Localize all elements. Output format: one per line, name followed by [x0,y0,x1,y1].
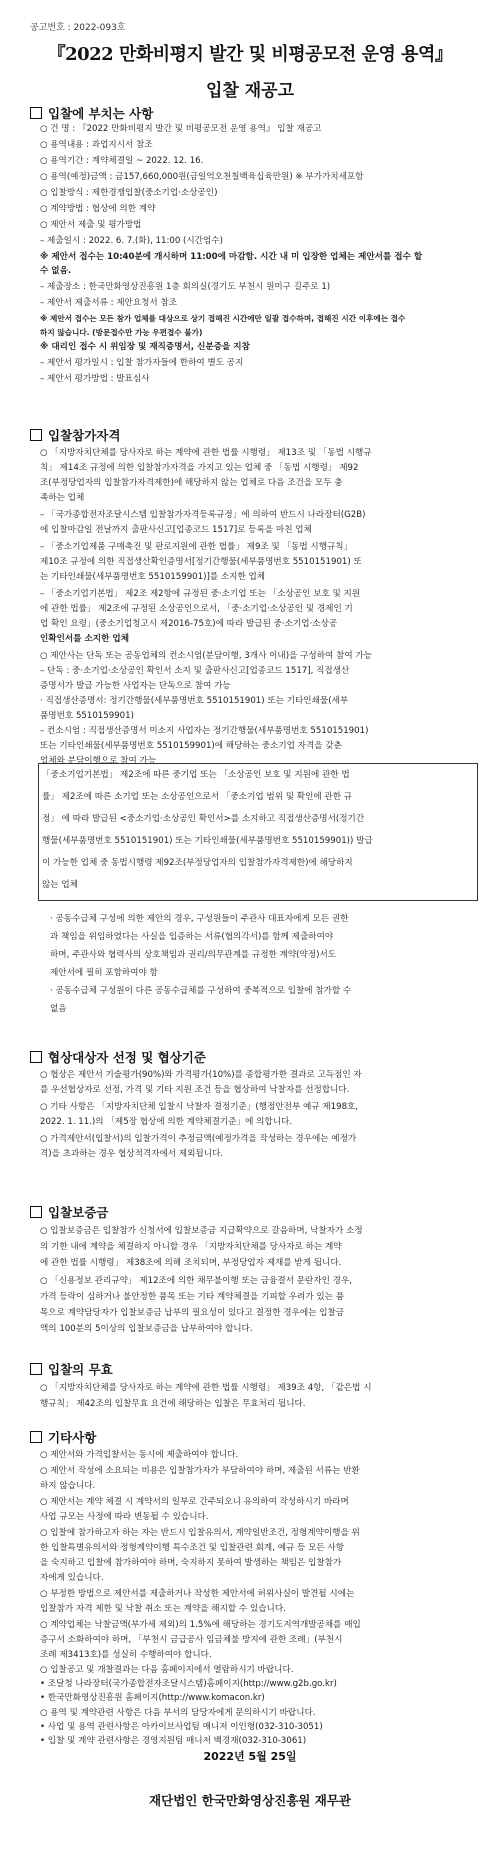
boxed-note-line: 않는 업체 [42,880,78,890]
section-line: – 제안서 평가방법 : 발표심사 [40,374,150,384]
section-line: ○ 건 명 : 『2022 만화비평지 발간 및 비평공모전 운영 용역』 입찰 재공고 [40,124,322,134]
section-line: 수 없음. [40,266,72,276]
section-line: ○ 제안서와 가격입찰서는 동시에 제출하여야 합니다. [40,1450,239,1460]
section-line: 에 관한 법률」 제2조에 규정된 소상공인으로서, 「중·소기업·소상공인 및 경제인 기 [40,604,353,614]
section-line: 액의 100분의 5이상의 입찰보증금을 납부하여야 합니다. [40,1324,253,1334]
section-line: 가격 등락이 심하거나 불안정한 품목 또는 기타 계약체결을 기피할 우려가 있는 품 [40,1292,345,1302]
section-line: ○ 입찰공고 및 개찰결과는 다음 홈페이지에서 열람하시기 바랍니다. [40,1665,294,1675]
eligibility-boxed-note [38,763,478,901]
section-line: 업체와 분담이행으로 참여 가능 [40,756,157,766]
boxed-note-line: 행물(세부품명번호 5510151901) 또는 기타인쇄물(세부품명번호 5510159901)) 발급 [42,836,373,846]
section-line: 을 숙지하고 입찰에 참가하여야 하며, 숙지하지 못하여 발생하는 책임은 입찰참가 [40,1558,342,1568]
section-eligibility-heading: 입찰참가자격 [30,426,120,444]
section-line: – 제안서 제출서류 : 제안요청서 참조 [40,298,178,308]
section-line: 족하는 업체 [40,493,85,503]
consortium-note-line: 과 책임을 위임하였다는 사실을 입증하는 서류(협의각서)를 함께 제출하여야 [50,932,334,942]
section-line: ○ 입찰보증금은 입찰참가 신청서에 입찰보증금 지급확약으로 갈음하며, 낙찰자가 소정 [40,1226,363,1236]
section-line: 업 확인 요령」(중소기업청고시 제2016-75호)에 따라 발급된 중·소기업·소상공 [40,619,338,629]
boxed-note-line: 이 가능한 업체 중 동법시행령 제92조(부정당업자의 입찰참가자격제한)에 해당하지 [42,858,353,868]
section-line: 목으로 계약담당자가 입찰보증금 납부의 필요성이 있다고 결정한 경우에는 입찰금 [40,1308,345,1318]
section-line: · 직접생산증명서: 정기간행물(세부품명번호 5510151901) 또는 기타인쇄물(세부 [40,696,349,706]
page-subtitle: 입찰 재공고 [205,81,295,101]
section-line: • 한국만화영상진흥원 홈페이지(http://www.komacon.kr) [40,1693,265,1703]
notice-number: 공고번호 : 2022-093호 [30,23,126,33]
section-line: 조(부정당업자의 입찰참가자격제한)에 해당하지 않는 업체로 다음 조건을 모두 충 [40,478,343,488]
section-line: 행규칙」 제42조의 입찰무효 요건에 해당하는 입찰은 무효처리 됩니다. [40,1399,306,1409]
section-line: ※ 제안서 접수는 10:40분에 개시하며 11:00에 마감함. 시간 내 미 입장한 업체는 제안서를 접수 할 [40,252,423,262]
section-line: ○ 용역내용 : 과업지시서 참조 [40,140,153,150]
section-line: ○ 「신용정보 관리규약」 제12조에 의한 채무불이행 또는 금융결서 문란자인 경우, [40,1276,352,1286]
section-line: 하지 않습니다. (방문접수만 가능 우편접수 불가) [40,328,203,337]
square-bullet-icon [30,1051,42,1063]
section-line: 입찰참가 자격 제한 및 낙찰 취소 또는 계약을 해지할 수 있습니다. [40,1604,286,1614]
section-line: ○ 입찰방식 : 제한경쟁입찰(중소기업·소상공인) [40,188,218,198]
section-line: ※ 제안서 접수는 모든 참가 업체를 대상으로 상기 접해진 시간에만 일괄 접수하며, 접해진 시간 이후에는 접수 [40,314,406,323]
section-line: – 단독 : 중·소기업·소상공인 확인서 소지 및 출판사신고[업종코드 1517], 직접생산 [40,666,350,676]
section-line: 는 기타인쇄물(세부품명번호 5510159901)]를 소지한 업체 [40,572,266,582]
consortium-note-line: 제안서에 필히 포함하여야 함 [50,968,158,978]
issuing-organization: 재단법인 한국만화영상진흥원 재무관 [149,1793,351,1808]
section-line: ○ 「지방자치단체를 당사자로 하는 계약에 관한 법률 시행령」 제39조 4항, 「같은법 시 [40,1383,372,1393]
square-bullet-icon [30,1431,42,1443]
section-line: 를 우선협상자로 선정, 가격 및 기타 지원 조건 등을 협상하여 낙찰자를 선정합니다. [40,1085,350,1095]
section-other-heading: 기타사항 [30,1428,96,1446]
section-line: ○ 제안사는 단독 또는 공동업체의 컨소시엄(분담이행, 3개사 이내)을 구성하여 참여 가능 [40,651,372,661]
section-line: – 제출일시 : 2022. 6. 7.(화), 11:00 (시간엄수) [40,236,223,246]
section-line: ○ 제안서 작성에 소요되는 비용은 입찰참가자가 부담하여야 하며, 제출된 서류는 반환 [40,1466,360,1476]
section-line: 제10조 규정에 의한 직접생산확인증명서[정기간행물(세부품명번호 5510151901) 또 [40,557,362,567]
announcement-date: 2022년 5월 25일 [203,1750,297,1763]
section-line: – 「중소기업기본법」 제2조 제2항에 규정된 중·소기업 또는 「소상공인 보호 및 지원 [40,589,361,599]
section-line: • 입찰 및 계약 관련사항은 경영지원팀 매니저 백경재(032-310-3061) [40,1736,307,1746]
section-line: 에 관한 법률 시행령」 제38조에 의해 조치되며, 부정당업자 제재를 받게 됩니다. [40,1258,342,1268]
section-line: 에 입찰마감일 전날까지 출판사신고[업종코드 1517]로 등록을 마친 업체 [40,525,312,535]
square-bullet-icon [30,429,42,441]
consortium-note-line: · 공동수급체 구성에 의한 제안의 경우, 구성원들이 주관사 대표자에게 모든 권한 [50,914,349,924]
boxed-note-line: 률」 제2조에 따른 소기업 또는 소상공인으로서 「중소기업 범위 및 확인에 관한 규 [42,792,353,802]
boxed-note-line: 「중소기업기본법」 제2조에 따른 중기업 또는 「소상공인 보호 및 지원에 관한 법 [42,770,350,780]
section-negotiation-heading: 협상대상자 선정 및 협상기준 [30,1048,206,1066]
section-line: ○ 계약방법 : 협상에 의한 계약 [40,204,156,214]
section-line: ○ 용역 및 계약관련 사항은 다음 부서의 담당자에게 문의하시기 바랍니다. [40,1708,316,1718]
section-line: – 「중소기업제품 구매촉진 및 판로지원에 관한 법률」 제9조 및 「동법 시행규칙」 [40,542,353,552]
section-line: 한 입찰특별유의서와 정형계약이행 특수조건 및 입찰관련 회계, 예규 등 모든 사항 [40,1543,345,1553]
section-line: ※ 대리인 접수 시 위임장 및 재직증명서, 신분증을 지참 [40,342,250,352]
section-line: – 제안서 평가일시 : 입찰 참가자들에 한하여 별도 공지 [40,358,244,368]
section-line: ○ 기타 사항은 「지방자치단체 입찰시 낙찰자 결정기준」(행정안전부 예규 제198호, [40,1102,359,1112]
section-line: 칙」 제14조 규정에 의한 입찰참가자격을 가지고 있는 업체 중 「동법 시행령」 제92 [40,463,359,473]
boxed-note-line: 정」 에 따라 발급된 <중소기업·소상공인 확인서>를 소지하고 직접생산증명서(정기간 [42,814,365,824]
section-line: – 제출장소 : 한국만화영상진흥원 1층 회의실(경기도 부천시 원미구 길주로 1) [40,282,331,292]
section-line: ○ 용역기간 : 계약체결일 ~ 2022. 12. 16. [40,156,204,166]
section-deposit-heading: 입찰보증금 [30,1203,108,1221]
square-bullet-icon [30,1363,42,1375]
section-line: ○ 입찰에 참가하고자 하는 자는 반드시 입찰유의서, 계약일반조건, 정형계약이행을 위 [40,1528,360,1538]
section-line: 격)을 초과하는 경우 협상적격자에서 제외됩니다. [40,1149,224,1159]
section-line: 증구서 소화하여야 하며, 「부천시 금급공사 임금체불 방지에 관한 조례」(부천시 [40,1635,343,1645]
consortium-note-line: 하며, 주관사와 협력사의 상호책임과 권리/의무관계를 규정한 계약(약정)서도 [50,950,337,960]
section-line: 하지 않습니다. [40,1481,96,1491]
section-line: ○ 협상은 제안서 기술평가(90%)와 가격평가(10%)를 종합평가한 결과로 고득점인 자 [40,1070,362,1080]
section-bid-items-heading: 입찰에 부치는 사항 [30,104,153,122]
section-line: 증명서가 발급 가능한 사업자는 단독으로 참여 가능 [40,681,231,691]
consortium-note-line: 없음 [50,1004,67,1014]
section-line: ○ 용역(예정)금액 : 금157,660,000원(금일억오천칠백육십육만원) ※ 부가가치세포함 [40,172,364,182]
section-line: ○ 「지방자치단체를 당사자로 하는 계약에 관한 법률 시행령」 제13조 및 「동법 시행규 [40,448,372,458]
square-bullet-icon [30,1206,42,1218]
section-line: – 컨소시엄 : 직접생산증명서 미소지 사업자는 정기간행물(세부품명번호 5510151901) [40,726,369,736]
consortium-note-line: · 공동수급체 구성원이 다른 공동수급체를 구성하여 중복적으로 입찰에 참가할 수 [50,986,352,996]
section-line: 조례 제3413호)를 성실히 수행하여야 합니다. [40,1650,212,1660]
section-line: 품명번호 5510159901) [40,711,134,721]
section-line: • 조달청 나라장터(국가종합전자조달시스템)홈페이지(http://www.g2b.go.kr) [40,1679,337,1689]
section-line: 2022. 1. 11.)의 「제5장 협상에 의한 계약체결기준」에 의합니다. [40,1117,293,1127]
section-line: 사업 규모는 사정에 따라 변동될 수 있습니다. [40,1512,209,1522]
section-line: 자에게 있습니다. [40,1573,104,1583]
section-line: ○ 부정한 방법으로 제안서를 제출하거나 작성한 제안서에 허위사실이 발견될 시에는 [40,1589,355,1599]
square-bullet-icon [30,107,42,119]
section-invalid-bid-heading: 입찰의 무효 [30,1360,113,1378]
section-line: ○ 계약업체는 낙찰금액(부가세 제외)의 1.5%에 해당하는 경기도지역개발공채를 매입 [40,1620,361,1630]
section-line: 또는 기타인쇄물(세부품명번호 5510159901)에 해당하는 중소기업 자격을 갖춘 [40,741,342,751]
section-line: ○ 가격제안서(입찰서)의 입찰가격이 추정금액(예정가격을 작성하는 경우에는 예정가 [40,1134,357,1144]
page-title: 『2022 만화비평지 발간 및 비평공모전 운영 용역』 [47,44,453,65]
section-line: 의 기한 내에 계약을 체결하지 아니할 경우 「지방자치단체를 당사자로 하는 계약 [40,1242,342,1252]
section-line: 인확인서를 소지한 업체 [40,634,129,644]
section-line: ○ 제안서 제출 및 평가방법 [40,220,142,230]
section-line: – 「국가종합전자조달시스템 입찰참가자격등록규정」에 의하여 반드시 나라장터(G2B) [40,510,366,520]
section-line: • 사업 및 용역 관련사항은 아카이브사업팀 매니저 이인형(032-310-3051) [40,1722,323,1732]
section-line: ○ 제안서는 계약 체결 시 계약서의 일부로 간주되오니 유의하여 작성하시기 바라며 [40,1497,349,1507]
